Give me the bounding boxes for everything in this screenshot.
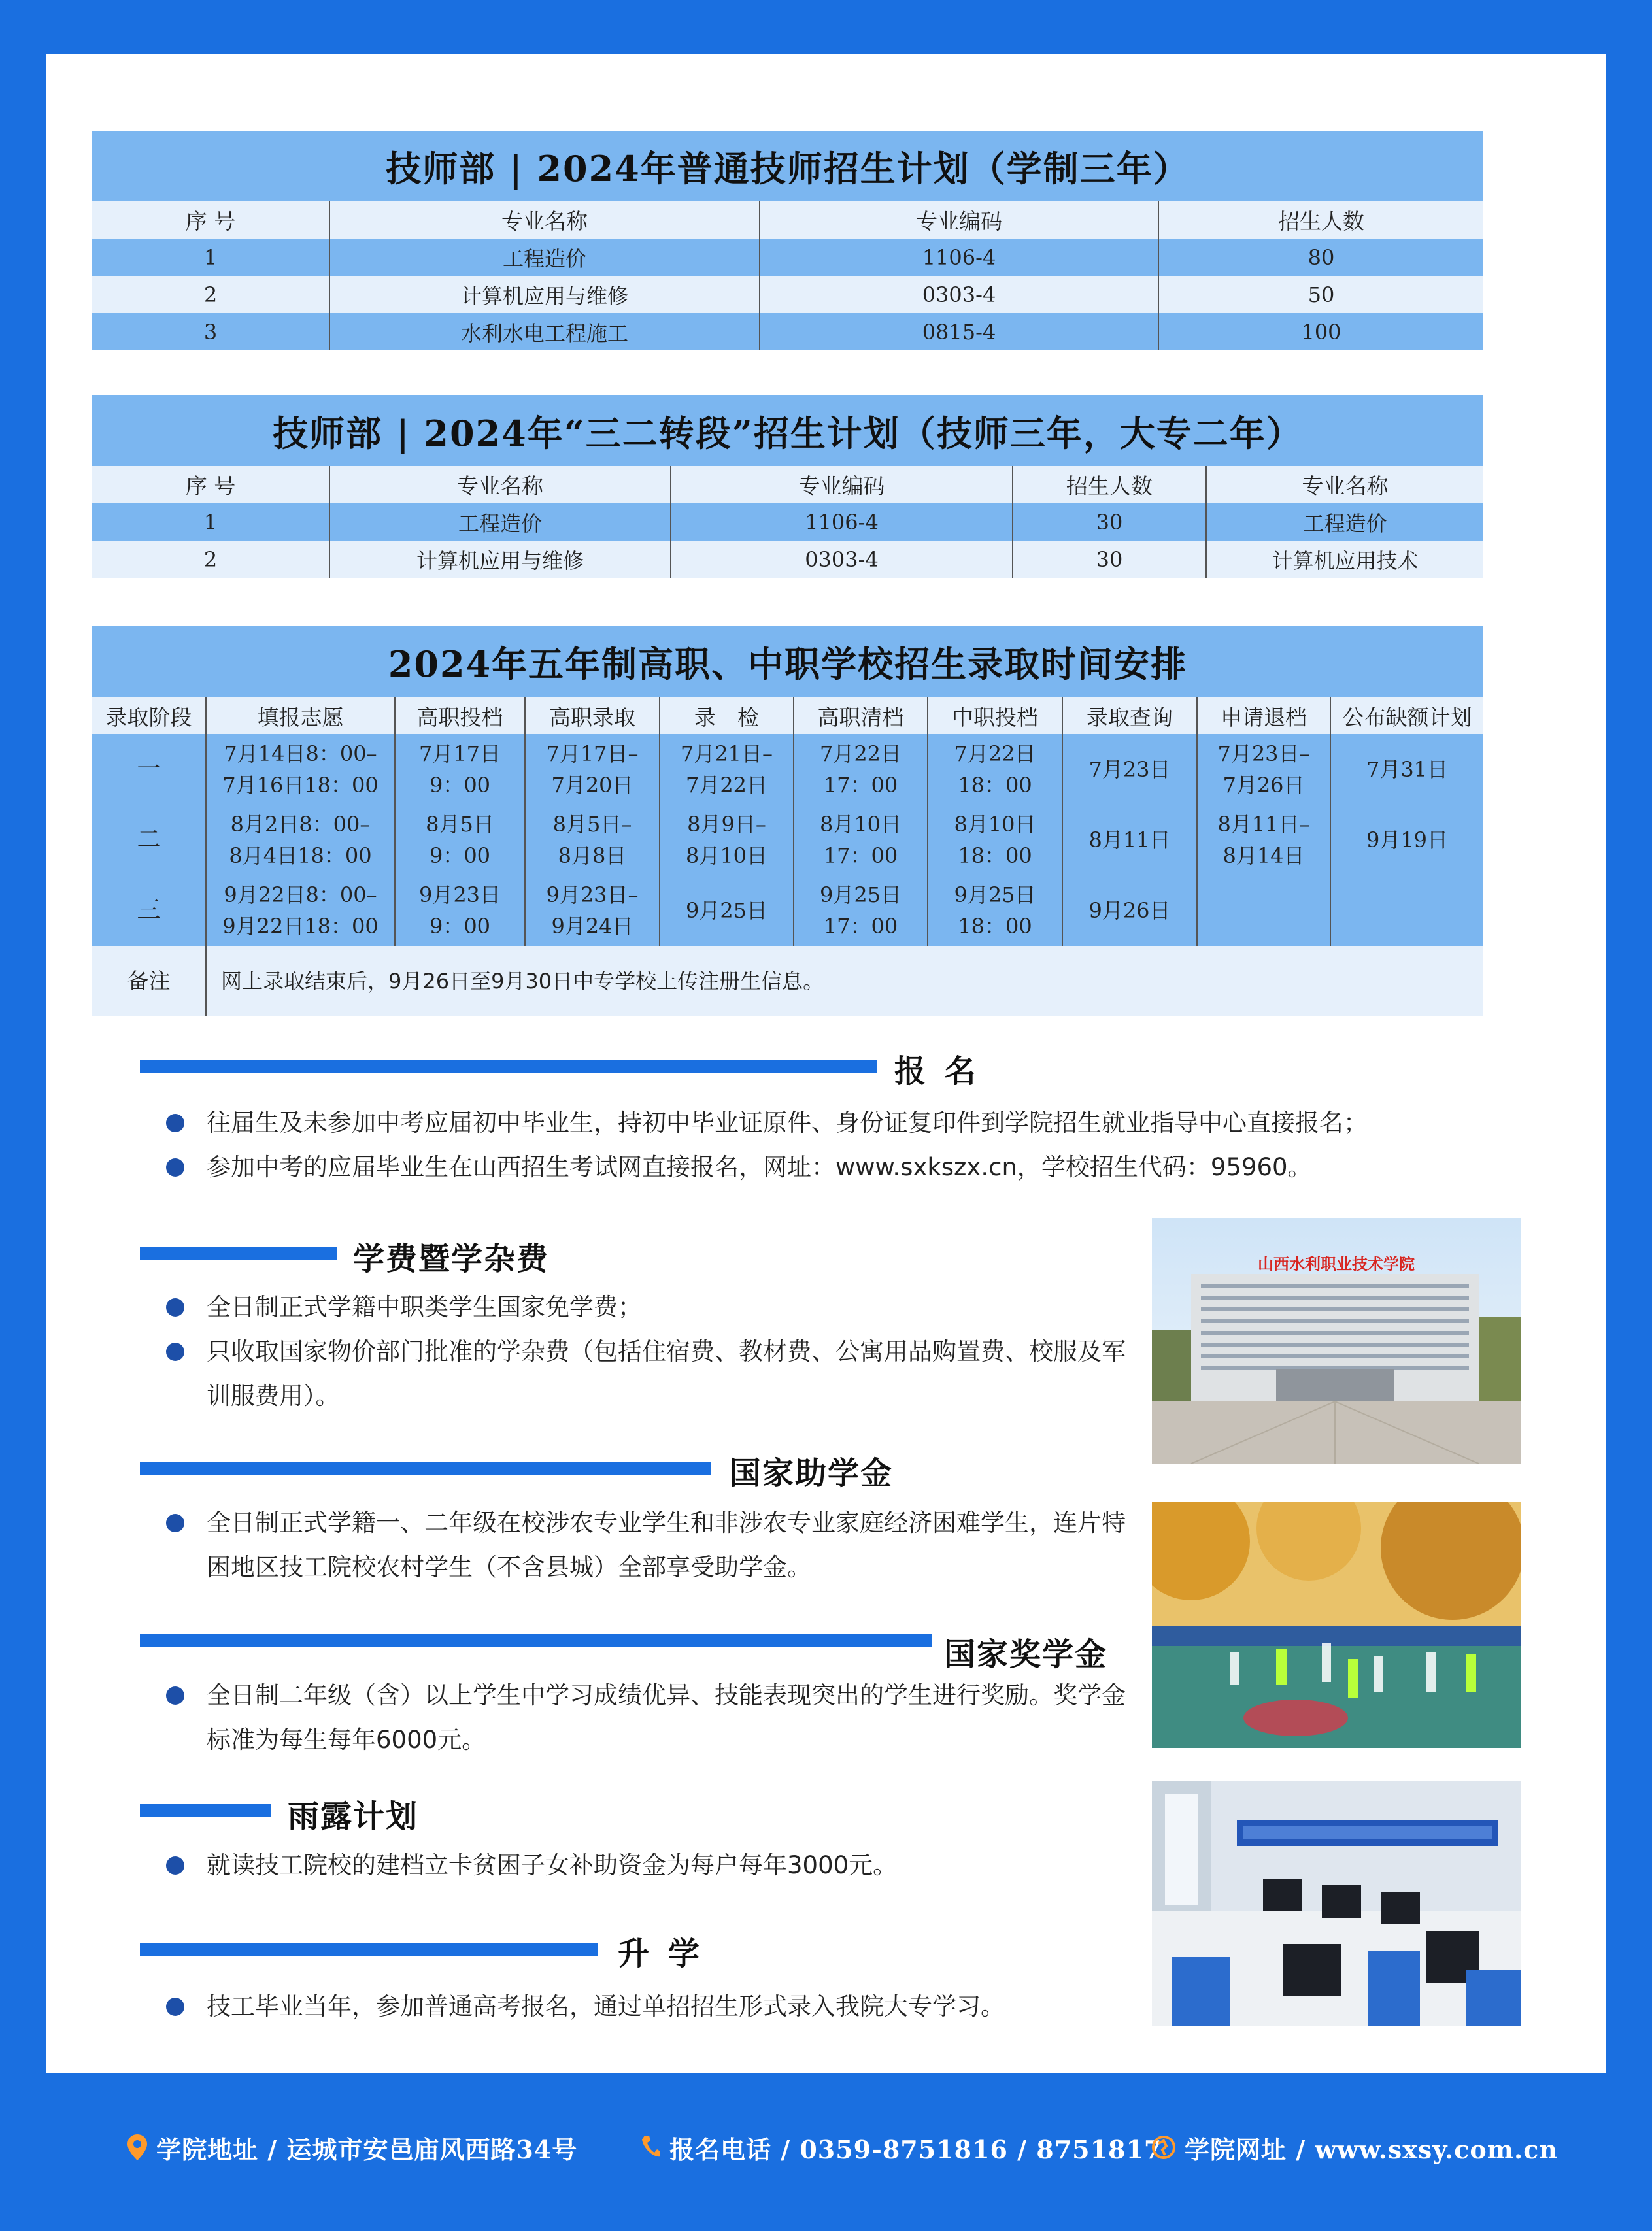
campus-sign-text: 山西水利职业技术学院 (1258, 1255, 1415, 1273)
table-cell: 7月17日 9：00 (395, 734, 525, 805)
table-cell: 8月10日 17：00 (794, 805, 928, 875)
table-cell: 8月10日 18：00 (928, 805, 1062, 875)
table-cell: 2 (92, 276, 329, 313)
table-cell: 7月23日 (1062, 734, 1197, 805)
table-cell: 9月25日 (660, 875, 794, 946)
section-bar-yulu (140, 1804, 271, 1817)
scholarship-list (166, 1673, 1127, 1762)
table-three-two-transfer-plan (92, 395, 1483, 578)
section-title-grant: 国家助学金 (730, 1455, 894, 1492)
table-cell: 9月23日 9：00 (395, 875, 525, 946)
list-item: 技工毕业当年，参加普通高考报名，通过单招招生形式录入我院大专学习。 (166, 1985, 1212, 2029)
list-item: 往届生及未参加中考应届初中毕业生，持初中毕业证原件、身份证复印件到学院招生就业指导中心直接报名； (166, 1101, 1539, 1145)
section-bar-tuition (140, 1247, 337, 1260)
table-cell: 7月23日– 7月26日 (1197, 734, 1330, 805)
table-cell: 7月31日 (1330, 734, 1483, 805)
table-cell: 8月11日– 8月14日 (1197, 805, 1330, 875)
table-cell: 7月21日– 7月22日 (660, 734, 794, 805)
table2 (92, 466, 1483, 578)
stage-cell: 一 (92, 734, 206, 805)
table-cell: 50 (1158, 276, 1483, 313)
list-item: 全日制正式学籍一、二年级在校涉农专业学生和非涉农专业家庭经济困难学生，连片特困地区技工院校农村学生（不含县城）全部享受助学金。 (166, 1501, 1127, 1590)
phone-icon (641, 2134, 660, 2160)
table-cell: 0303-4 (760, 276, 1158, 313)
footer (0, 2118, 1652, 2177)
table-cell: 9月25日 18：00 (928, 875, 1062, 946)
table2-title: 技师部 | 2024年“三二转段”招生计划（技师三年，大专二年） (92, 395, 1483, 466)
table-cell: 工程造价 (329, 239, 760, 276)
table-row (92, 805, 1483, 875)
section-title-further-study: 升 学 (618, 1936, 703, 1972)
note-row (92, 946, 1483, 1016)
list-item: 全日制二年级（含）以上学生中学习成绩优异、技能表现突出的学生进行奖励。奖学金标准为每生每年6000元。 (166, 1673, 1127, 1762)
yulu-list (166, 1843, 1127, 1888)
list-item: 只收取国家物价部门批准的学杂费（包括住宿费、教材费、公寓用品购置费、校服及军训服费用）。 (166, 1330, 1127, 1418)
table-cell: 100 (1158, 313, 1483, 350)
further-study-list (166, 1985, 1212, 2029)
table3-header: 中职投档 (928, 697, 1062, 734)
table-cell: 工程造价 (1206, 503, 1483, 541)
footer-phone (641, 2130, 1162, 2166)
table-cell: 8月2日8：00– 8月4日18：00 (206, 805, 395, 875)
table-cell: 9月26日 (1062, 875, 1197, 946)
table-cell: 计算机应用与维修 (329, 541, 671, 578)
footer-website (1152, 2130, 1558, 2166)
table-cell: 7月17日– 7月20日 (525, 734, 660, 805)
footer-address-text: 学院地址 / 运城市安邑庙风西路34号 (156, 2134, 578, 2164)
table3-header: 公布缺额计划 (1330, 697, 1483, 734)
list-item: 就读技工院校的建档立卡贫困子女补助资金为每户每年3000元。 (166, 1843, 1127, 1888)
footer-address (127, 2130, 577, 2166)
table2-header: 专业编码 (671, 466, 1013, 503)
table-cell: 9月19日 (1330, 805, 1483, 875)
table3-header: 高职录取 (525, 697, 660, 734)
table3 (92, 697, 1483, 1016)
basketball-game-photo (1152, 1502, 1521, 1748)
table2-header: 专业名称 (1206, 466, 1483, 503)
table3-header: 高职投档 (395, 697, 525, 734)
table-cell: 8月5日– 8月8日 (525, 805, 660, 875)
table2-header: 专业名称 (329, 466, 671, 503)
table-row (92, 239, 1483, 276)
stage-cell: 三 (92, 875, 206, 946)
table1-header: 专业名称 (329, 201, 760, 239)
table-cell: 9月25日 17：00 (794, 875, 928, 946)
section-bar-grant (140, 1462, 711, 1475)
table-cell: 1 (92, 503, 329, 541)
table-cell: 1106-4 (671, 503, 1013, 541)
table-cell: 0815-4 (760, 313, 1158, 350)
grant-list (166, 1501, 1127, 1590)
section-bar-further-study (140, 1943, 598, 1956)
section-title-scholarship: 国家奖学金 (944, 1636, 1108, 1673)
location-pin-icon (127, 2134, 147, 2160)
table-row (92, 875, 1483, 946)
table-cell: 1 (92, 239, 329, 276)
campus-building-photo (1152, 1218, 1521, 1464)
table1-header: 专业编码 (760, 201, 1158, 239)
table-cell: 工程造价 (329, 503, 671, 541)
table-cell (1197, 875, 1330, 946)
section-title-yulu: 雨露计划 (288, 1798, 419, 1835)
tuition-list (166, 1285, 1127, 1418)
table3-header: 录取查询 (1062, 697, 1197, 734)
table-cell: 7月14日8：00– 7月16日18：00 (206, 734, 395, 805)
table-admission-schedule (92, 626, 1483, 1016)
table-cell: 7月22日 17：00 (794, 734, 928, 805)
list-item: 参加中考的应届毕业生在山西招生考试网直接报名，网址：www.sxkszx.cn，学校招生代码：95960。 (166, 1145, 1539, 1190)
section-title-registration: 报 名 (894, 1053, 980, 1090)
table-cell: 8月9日– 8月10日 (660, 805, 794, 875)
table-cell: 0303-4 (671, 541, 1013, 578)
table-cell: 3 (92, 313, 329, 350)
list-item: 全日制正式学籍中职类学生国家免学费； (166, 1285, 1127, 1330)
table-row (92, 503, 1483, 541)
table-cell: 30 (1013, 541, 1206, 578)
table-cell: 30 (1013, 503, 1206, 541)
table-cell: 9月22日8：00– 9月22日18：00 (206, 875, 395, 946)
table-cell: 9月23日– 9月24日 (525, 875, 660, 946)
section-bar-scholarship (140, 1634, 932, 1647)
table3-header: 填报志愿 (206, 697, 395, 734)
registration-list (166, 1101, 1539, 1190)
computer-lab-photo (1152, 1781, 1521, 2026)
footer-phone-text: 报名电话 / 0359-8751816 / 8751817 (669, 2134, 1162, 2164)
note-text: 网上录取结束后，9月26日至9月30日中专学校上传注册生信息。 (206, 946, 1483, 1016)
table3-header: 高职清档 (794, 697, 928, 734)
table-row (92, 276, 1483, 313)
table-cell: 8月11日 (1062, 805, 1197, 875)
table1-title: 技师部 | 2024年普通技师招生计划（学制三年） (92, 131, 1483, 201)
table-cell: 计算机应用与维修 (329, 276, 760, 313)
section-bar-registration (140, 1060, 877, 1073)
table-cell: 80 (1158, 239, 1483, 276)
footer-website-text: 学院网址 / www.sxsy.com.cn (1185, 2134, 1558, 2164)
globe-icon (1152, 2136, 1175, 2159)
table-cell: 8月5日 9：00 (395, 805, 525, 875)
table2-header: 招生人数 (1013, 466, 1206, 503)
table3-title: 2024年五年制高职、中职学校招生录取时间安排 (92, 626, 1483, 697)
table1-header: 招生人数 (1158, 201, 1483, 239)
table3-header: 录取阶段 (92, 697, 206, 734)
table2-header: 序 号 (92, 466, 329, 503)
section-title-tuition: 学费暨学杂费 (353, 1241, 550, 1277)
table-cell: 2 (92, 541, 329, 578)
table-cell (1330, 875, 1483, 946)
table-row (92, 313, 1483, 350)
table-row (92, 541, 1483, 578)
table-cell: 水利水电工程施工 (329, 313, 760, 350)
table-cell: 1106-4 (760, 239, 1158, 276)
table3-header: 申请退档 (1197, 697, 1330, 734)
note-label: 备注 (92, 946, 206, 1016)
table1-header: 序 号 (92, 201, 329, 239)
table-row (92, 734, 1483, 805)
table3-header: 录 检 (660, 697, 794, 734)
table-regular-technician-plan (92, 131, 1483, 350)
stage-cell: 二 (92, 805, 206, 875)
table-cell: 7月22日 18：00 (928, 734, 1062, 805)
table-cell: 计算机应用技术 (1206, 541, 1483, 578)
table1 (92, 201, 1483, 350)
